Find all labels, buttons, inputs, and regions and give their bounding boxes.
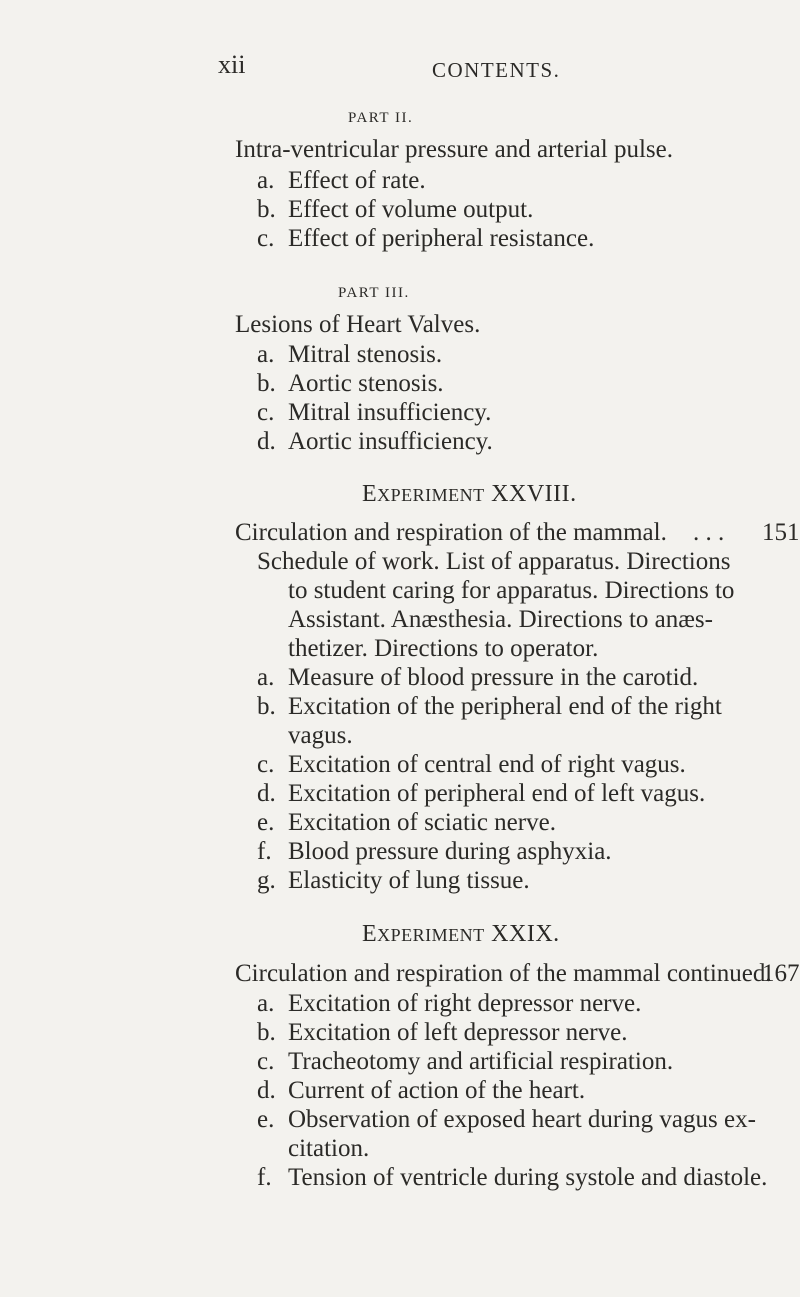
item-label: f. — [257, 1164, 272, 1191]
schedule-line: to student caring for apparatus. Directions to — [288, 577, 735, 604]
schedule-line: Schedule of work. List of apparatus. Directions — [257, 548, 731, 575]
schedule-line: thetizer. Directions to operator. — [288, 635, 599, 662]
item-text: Tension of ventricle during systole and diastole. — [288, 1164, 768, 1191]
item-label: a. — [257, 341, 275, 368]
item-text: Mitral stenosis. — [288, 341, 443, 368]
item-text: Excitation of the peripheral end of the right — [288, 693, 722, 720]
item-text: Aortic stenosis. — [288, 370, 444, 397]
item-text-continued: citation. — [288, 1135, 370, 1162]
page-ref: 167 — [762, 960, 800, 987]
part-iii-heading: PART III. — [338, 285, 410, 301]
item-text: Excitation of left depressor nerve. — [288, 1019, 628, 1046]
heading-initial: E — [362, 481, 378, 507]
item-label: d. — [257, 428, 276, 455]
item-label: e. — [257, 1106, 275, 1133]
item-text: Elasticity of lung tissue. — [288, 867, 530, 894]
item-text: Effect of peripheral resistance. — [288, 225, 595, 252]
part-iii-title: Lesions of Heart Valves. — [235, 311, 481, 338]
page-number: xii — [218, 50, 246, 79]
item-text: Mitral insufficiency. — [288, 399, 492, 426]
item-label: e. — [257, 809, 275, 836]
item-label: c. — [257, 399, 275, 426]
item-text: Excitation of right depressor nerve. — [288, 990, 642, 1017]
schedule-line: Assistant. Anæsthesia. Directions to anæs- — [288, 606, 713, 633]
item-text: Measure of blood pressure in the carotid. — [288, 664, 699, 691]
experiment-xxviii-heading — [362, 481, 577, 508]
item-text: Effect of rate. — [288, 167, 426, 194]
item-label: b. — [257, 1019, 276, 1046]
running-title: CONTENTS. — [432, 58, 561, 82]
item-label: c. — [257, 1048, 275, 1075]
item-label: b. — [257, 693, 276, 720]
part-ii-title: Intra-ventricular pressure and arterial pulse. — [235, 136, 673, 163]
item-label: c. — [257, 225, 275, 252]
item-text: Excitation of peripheral end of left vagus. — [288, 780, 706, 807]
heading-smallcaps: XPERIMENT — [377, 925, 485, 945]
item-text: Observation of exposed heart during vagus ex- — [288, 1106, 756, 1133]
experiment-xxviii-title: Circulation and respiration of the mammal. — [235, 519, 667, 546]
page-ref: 151 — [762, 519, 800, 546]
item-label: f. — [257, 838, 272, 865]
item-text: Current of action of the heart. — [288, 1077, 586, 1104]
item-text: Aortic insufficiency. — [288, 428, 493, 455]
item-label: a. — [257, 664, 275, 691]
heading-smallcaps: XPERIMENT — [377, 485, 485, 505]
item-text: Excitation of central end of right vagus. — [288, 751, 686, 778]
item-text: Effect of volume output. — [288, 196, 534, 223]
page-header — [0, 50, 800, 86]
item-label: a. — [257, 167, 275, 194]
item-text: Excitation of sciatic nerve. — [288, 809, 556, 836]
heading-numeral: XXVIII. — [491, 481, 577, 507]
part-ii-heading: PART II. — [348, 110, 414, 126]
experiment-xxix-title: Circulation and respiration of the mammal continued. — [235, 960, 772, 987]
item-label: c. — [257, 751, 275, 778]
item-label: d. — [257, 1077, 276, 1104]
item-label: d. — [257, 780, 276, 807]
item-text: Blood pressure during asphyxia. — [288, 838, 612, 865]
item-label: a. — [257, 990, 275, 1017]
item-label: b. — [257, 196, 276, 223]
heading-numeral: XXIX. — [491, 921, 560, 947]
heading-initial: E — [362, 921, 378, 947]
leader-dots: . . . — [693, 519, 725, 546]
item-label: b. — [257, 370, 276, 397]
item-label: g. — [257, 867, 276, 894]
item-text: Tracheotomy and artificial respiration. — [288, 1048, 674, 1075]
experiment-xxix-heading — [362, 921, 560, 948]
item-text-continued: vagus. — [288, 722, 353, 749]
